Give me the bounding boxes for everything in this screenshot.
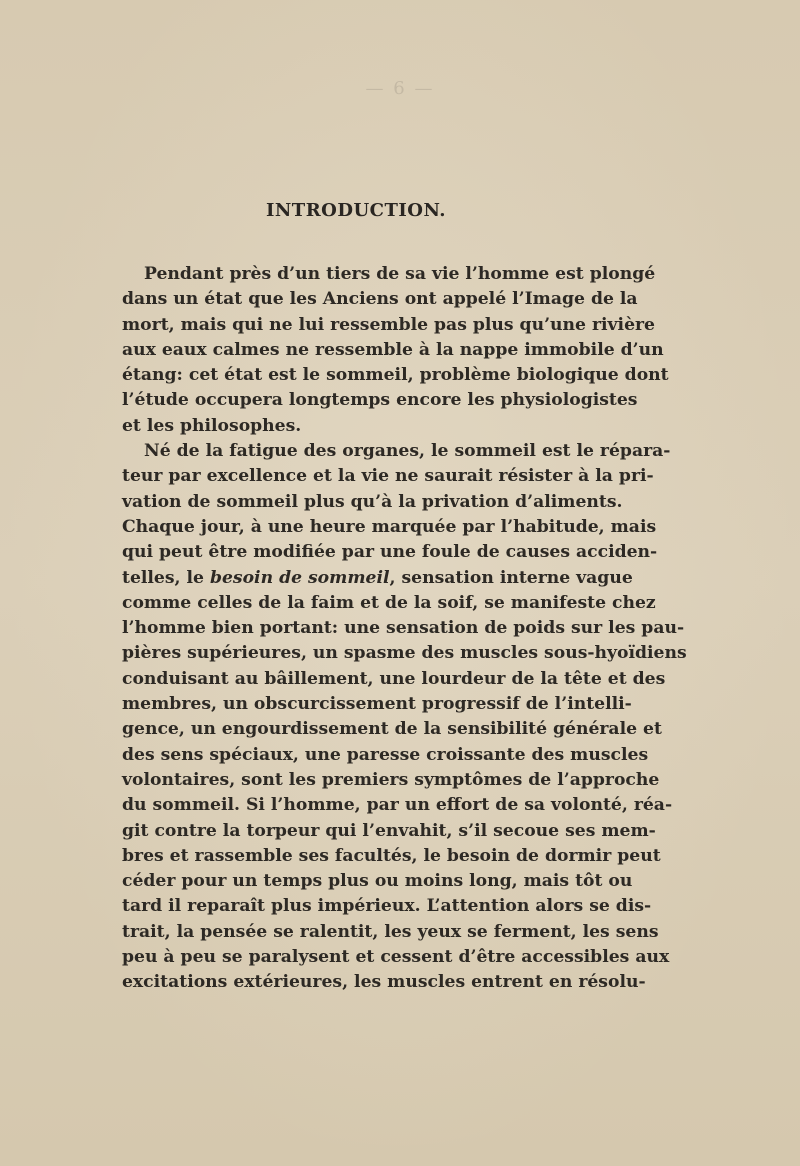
text-line: bres et rassemble ses facultés, le besoin de dormir peut xyxy=(122,845,661,866)
body-text xyxy=(122,262,687,996)
text-segment: , sensation interne vague xyxy=(389,567,633,588)
text-segment: telles, le xyxy=(122,567,210,588)
text-line: conduisant au bâillement, une lourdeur de la tête et des xyxy=(122,668,666,689)
text-line: céder pour un temps plus ou moins long, mais tôt ou xyxy=(122,871,633,892)
page-number: — 6 — xyxy=(365,78,435,99)
text-line: Né de la fatigue des organes, le sommeil est le répara- xyxy=(144,441,671,462)
text-line: gence, un engourdissement de la sensibilité générale et xyxy=(122,719,662,740)
text-line: git contre la torpeur qui l’envahit, s’il secoue ses mem- xyxy=(122,820,656,841)
text-line: Chaque jour, à une heure marquée par l’habitude, mais xyxy=(122,516,657,537)
text-line: qui peut être modifiée par une foule de causes acciden- xyxy=(122,542,658,563)
section-heading: INTRODUCTION. xyxy=(265,200,447,221)
text-line: mort, mais qui ne lui ressemble pas plus qu’une rivière xyxy=(122,314,655,335)
text-line: teur par excellence et la vie ne saurait résister à la pri- xyxy=(122,466,654,487)
text-line: l’étude occupera longtemps encore les physiologistes xyxy=(122,390,638,411)
text-line: étang: cet état est le sommeil, problème biologique dont xyxy=(122,365,669,386)
text-line: volontaires, sont les premiers symptômes de l’approche xyxy=(122,769,660,790)
text-line: membres, un obscurcissement progressif de l’intelli- xyxy=(122,694,632,715)
text-line: comme celles de la faim et de la soif, se manifeste chez xyxy=(122,592,656,613)
text-line: et les philosophes. xyxy=(122,415,302,436)
text-line: pières supérieures, un spasme des muscles sous-hyoïdiens xyxy=(122,643,687,664)
text-line: trait, la pensée se ralentit, les yeux se ferment, les sens xyxy=(122,921,659,942)
text-line: vation de sommeil plus qu’à la privation d’aliments. xyxy=(122,491,623,512)
text-line: excitations extérieures, les muscles entrent en résolu- xyxy=(122,972,646,993)
text-line: peu à peu se paralysent et cessent d’être accessibles aux xyxy=(122,947,670,968)
text-line: dans un état que les Anciens ont appelé l’Image de la xyxy=(122,289,638,310)
text-line: du sommeil. Si l’homme, par un effort de sa volonté, réa- xyxy=(122,795,673,816)
italic-term: besoin de sommeil xyxy=(209,567,390,588)
text-line: l’homme bien portant: une sensation de poids sur les pau- xyxy=(122,618,685,639)
text-line: tard il reparaît plus impérieux. L’attention alors se dis- xyxy=(122,896,652,917)
text-line: des sens spéciaux, une paresse croissante des muscles xyxy=(122,744,649,765)
text-line: Pendant près d’un tiers de sa vie l’homme est plongé xyxy=(144,264,656,284)
text-line: aux eaux calmes ne ressemble à la nappe immobile d’un xyxy=(122,339,664,360)
text-line xyxy=(122,566,633,591)
